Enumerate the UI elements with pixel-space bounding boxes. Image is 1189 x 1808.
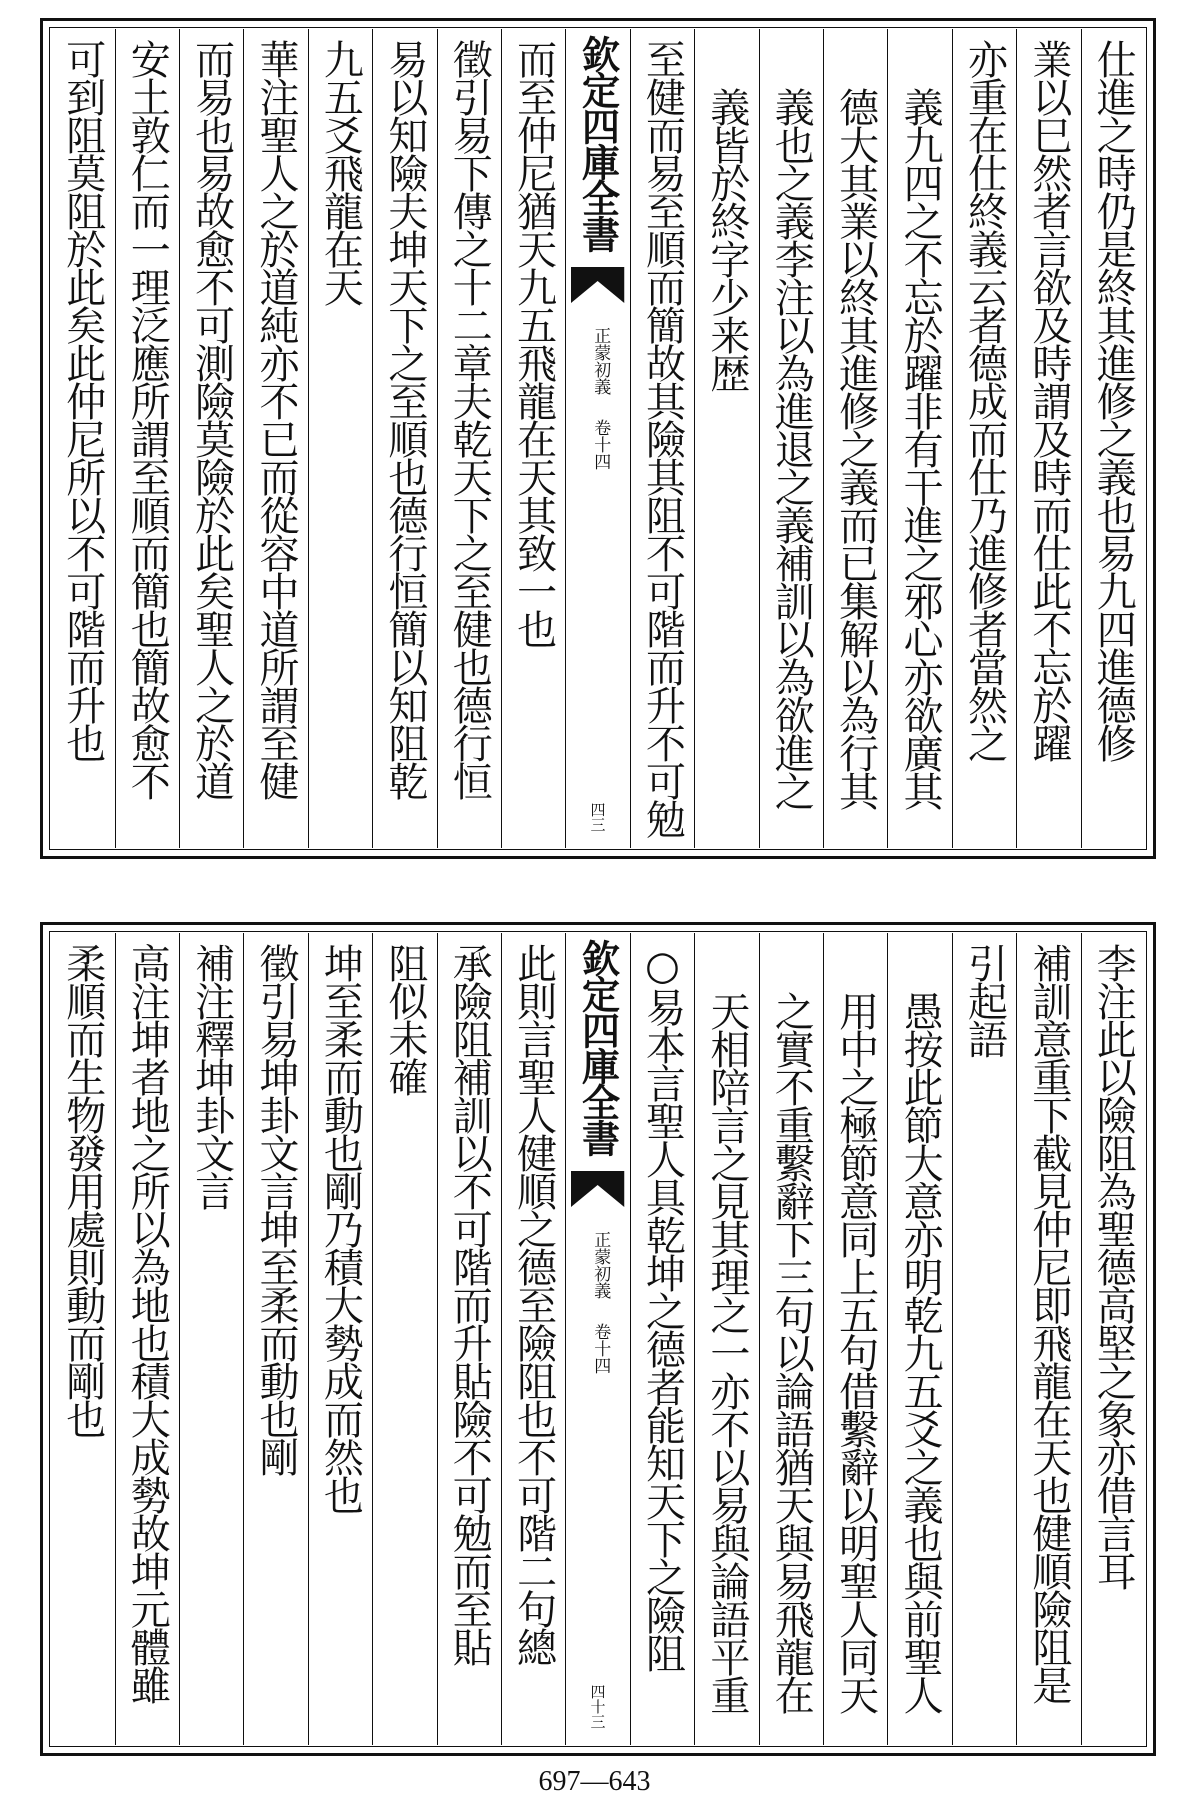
column-text: 李注此以險阻為聖德高堅之象亦借言耳 — [1090, 943, 1137, 1589]
text-column — [308, 933, 372, 1745]
column-text: 義九四之不忘於躍非有干進之邪心亦欲廣其 — [897, 87, 944, 809]
column-text: 愚按此節大意亦明乾九五爻之義也與前聖人 — [897, 991, 944, 1713]
column-text: 阻似未確 — [381, 943, 428, 1095]
page-top — [40, 18, 1156, 859]
gutter-folio: 四十三 — [588, 1684, 607, 1729]
column-text: 補訓意重下截見仲尼即飛龍在天也健順險阻是 — [1025, 943, 1072, 1703]
text-column — [308, 29, 372, 848]
text-column — [630, 29, 694, 848]
text-column — [823, 29, 887, 848]
column-text: 用中之極節意同上五句借繫辭以明聖人同天 — [832, 991, 879, 1713]
column-text: 至健而易至順而簡故其險其阻不可階而升不可勉 — [639, 39, 686, 837]
column-text: 義也之義李注以為進退之義補訓以為欲進之 — [768, 87, 815, 809]
text-column — [1016, 933, 1080, 1745]
column-text: 而至仲尼猶天九五飛龍在天其致一也 — [510, 39, 557, 647]
gutter-volume: 卷十四 — [590, 1323, 611, 1374]
text-column — [1016, 29, 1080, 848]
column-text: 業以巳然者言欲及時謂及時而仕此不忘於躍 — [1025, 39, 1072, 761]
column-strip — [51, 29, 1145, 848]
column-text: 高注坤者地之所以為地也積大成勢故坤元體雖 — [124, 943, 171, 1703]
column-text: 德大其業以終其進修之義而已集解以為行其 — [832, 87, 879, 809]
column-text: 仕進之時仍是終其進修之義也易九四進德修 — [1090, 39, 1137, 761]
text-column — [243, 29, 307, 848]
text-column — [694, 29, 758, 848]
text-column — [372, 933, 436, 1745]
column-text: ○易本言聖人具乾坤之德者能知天下之險阻 — [639, 943, 686, 1671]
column-text: 天相陪言之見其理之一亦不以易與論語平重 — [703, 991, 750, 1713]
column-text: 徵引易下傳之十二章夫乾天下之至健也德行恒 — [446, 39, 493, 799]
gutter-volume: 卷十四 — [590, 419, 611, 470]
text-column — [952, 29, 1016, 848]
column-text: 華注聖人之於道純亦不已而從容中道所謂至健 — [253, 39, 300, 799]
text-column — [243, 933, 307, 1745]
text-column — [501, 29, 565, 848]
text-column — [437, 933, 501, 1745]
text-column — [179, 29, 243, 848]
column-text: 補注釋坤卦文言 — [188, 943, 235, 1209]
gutter-book: 正蒙初義 — [590, 327, 611, 395]
gutter-title: 欽定四庫全書 — [575, 35, 621, 251]
column-text: 引起語 — [961, 943, 1008, 1057]
text-column — [372, 29, 436, 848]
center-gutter — [565, 933, 629, 1745]
text-column — [437, 29, 501, 848]
column-text: 此則言聖人健順之德至險阻也不可階二句總 — [510, 943, 557, 1665]
text-column — [630, 933, 694, 1745]
column-text: 亦重在仕終義云者德成而仕乃進修者當然之 — [961, 39, 1008, 761]
column-text: 易以知險夫坤天下之至順也德行恒簡以知阻乾 — [381, 39, 428, 799]
column-text: 坤至柔而動也剛乃積大勢成而然也 — [317, 943, 364, 1513]
column-text: 可到阻莫阻於此矣此仲尼所以不可階而升也 — [59, 39, 106, 761]
text-column — [887, 29, 951, 848]
text-column — [759, 29, 823, 848]
column-text: 之實不重繫辭下三句以論語猶天與易飛龍在 — [768, 991, 815, 1713]
text-column — [179, 933, 243, 1745]
column-text: 九五爻飛龍在天 — [317, 39, 364, 305]
text-column — [1081, 933, 1145, 1745]
fishtail-mark-icon — [571, 267, 624, 303]
gutter-folio: 四三 — [588, 802, 607, 832]
column-text: 徵引易坤卦文言坤至柔而動也剛 — [253, 943, 300, 1475]
text-column — [501, 933, 565, 1745]
column-text: 承險阻補訓以不可階而升貼險不可勉而至貼 — [446, 943, 493, 1665]
text-column — [51, 29, 114, 848]
column-text: 安土敦仁而一理泛應所謂至順而簡也簡故愈不 — [124, 39, 171, 799]
text-column — [115, 933, 179, 1745]
column-strip — [51, 933, 1145, 1745]
center-gutter — [565, 29, 629, 848]
text-column — [952, 933, 1016, 1745]
fishtail-mark-icon — [571, 1171, 624, 1207]
text-column — [115, 29, 179, 848]
text-column — [51, 933, 114, 1745]
text-column — [823, 933, 887, 1745]
column-text: 而易也易故愈不可測險莫險於此矣聖人之於道 — [188, 39, 235, 799]
text-column — [1081, 29, 1145, 848]
gutter-book: 正蒙初義 — [590, 1231, 611, 1299]
page-bottom — [40, 922, 1156, 1756]
text-column — [694, 933, 758, 1745]
column-text: 柔順而生物發用處則動而剛也 — [59, 943, 106, 1437]
gutter-title: 欽定四庫全書 — [575, 939, 621, 1155]
page-number: 697—643 — [538, 1766, 651, 1797]
column-text: 義皆於終字少来歴 — [703, 87, 750, 391]
text-column — [887, 933, 951, 1745]
text-column — [759, 933, 823, 1745]
